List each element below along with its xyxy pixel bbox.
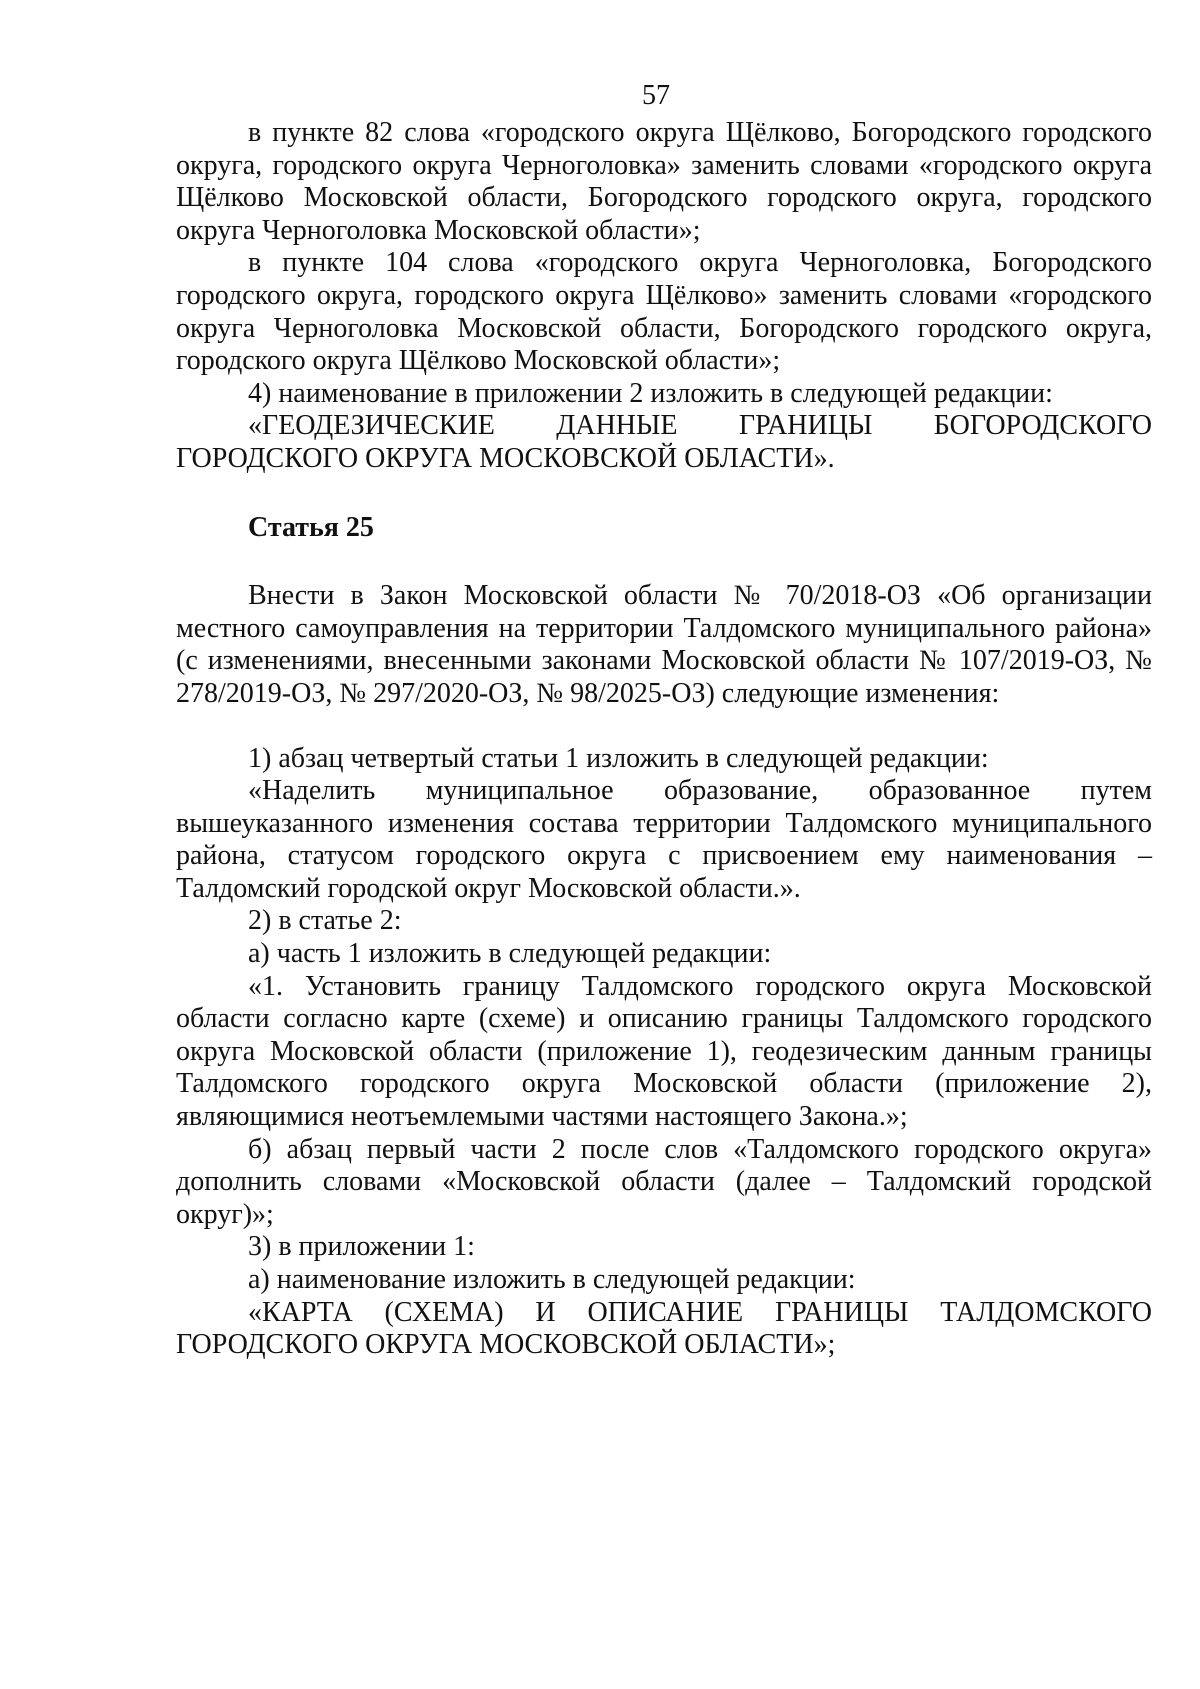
list-item: а) часть 1 изложить в следующей редакции: (248, 938, 772, 970)
list-item: 1) абзац четвертый статьи 1 изложить в следующей редакции: (248, 742, 989, 774)
document-body (176, 117, 1152, 1362)
spacer (176, 544, 1152, 580)
article-intro: Внести в Закон Московской области № 70/2018-ОЗ «Об организации местного самоуправления на территории Талдомского муниципального района» (с изменениями, внесенными законами Московской области № 107/2019-ОЗ, № 278/2019-ОЗ, № 297/2020-ОЗ, № 98/2025-ОЗ) следующие изменения: (176, 580, 1152, 709)
list-item: «КАРТА (СХЕМА) И ОПИСАНИЕ ГРАНИЦЫ ТАЛДОМСКОГО ГОРОДСКОГО ОКРУГА МОСКОВСКОЙ ОБЛАСТИ»; (176, 1296, 1152, 1361)
list-item: а) наименование изложить в следующей редакции: (248, 1264, 856, 1295)
spacer (176, 476, 1152, 512)
paragraph-appendix-2-new-title: «ГЕОДЕЗИЧЕСКИЕ ДАННЫЕ ГРАНИЦЫ БОГОРОДСКОГО ГОРОДСКОГО ОКРУГА МОСКОВСКОЙ ОБЛАСТИ». (176, 410, 1152, 474)
list-item: «Наделить муниципальное образование, образованное путем вышеуказанного изменения состава территории Талдомского муниципального района, статусом городского округа с присвоением ему наименования – Талдомский городской округ Московской области.». (176, 775, 1152, 904)
paragraph-appendix-2-title: 4) наименование в приложении 2 изложить в следующей редакции: (248, 377, 1053, 409)
article-heading: Статья 25 (248, 511, 374, 543)
list-item: «1. Установить границу Талдомского городского округа Московской области согласно карте (схеме) и описанию границы Талдомского городского округа Московской области (приложение 1), геодезическим данным границы Талдомского городского округа Московской области (приложение 2), являющимися неотъемлемыми частями настоящего Закона.»; (176, 970, 1152, 1133)
list-item: б) абзац первый части 2 после слов «Талдомского городского округа» дополнить словами «Московской области (далее – Талдомский городской округ)»; (176, 1133, 1152, 1230)
list-item: 3) в приложении 1: (248, 1231, 475, 1263)
list-item: 2) в статье 2: (248, 905, 402, 937)
paragraph-item-104: в пункте 104 слова «городского округа Черноголовка, Богородского городского округа, городского округа Щёлково» заменить словами «городского округа Черноголовка Московской области, Богородского городского округа, городского округа Щёлково Московской области»; (176, 247, 1152, 377)
spacer (176, 711, 1152, 743)
page-number: 57 (642, 80, 670, 111)
paragraph-item-82: в пункте 82 слова «городского округа Щёлково, Богородского городского округа, городского округа Черноголовка» заменить словами «городского округа Щёлково Московской области, Богородского городского округа, городского округа Черноголовка Московской области»; (176, 117, 1152, 246)
